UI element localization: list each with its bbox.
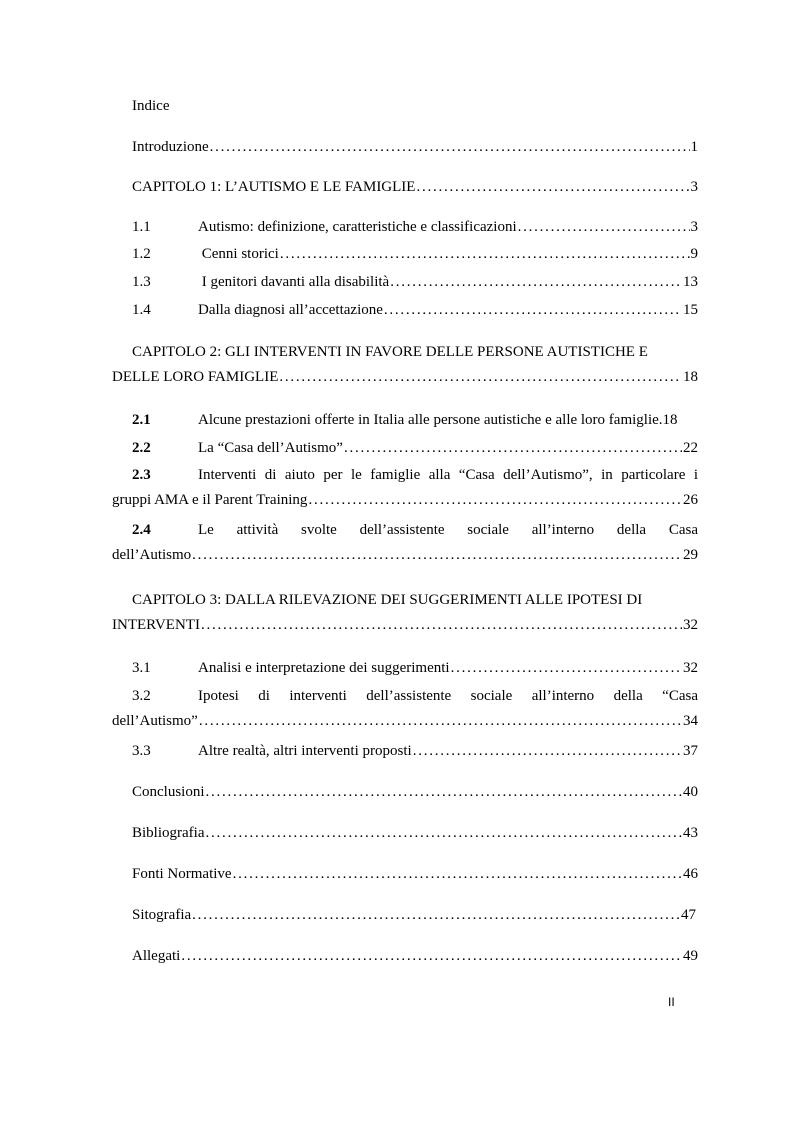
dot-leader (192, 545, 682, 565)
dot-leader (280, 244, 690, 264)
section-number: 1.4 (132, 302, 151, 318)
toc-entry-label: Conclusioni (132, 784, 205, 800)
toc-entry-page: 32 (683, 660, 698, 676)
dot-leader (205, 823, 682, 843)
toc-entry-page: 15 (683, 302, 698, 318)
toc-entry-line2 (112, 545, 698, 565)
dot-leader (181, 946, 682, 966)
section-number: 2.4 (132, 522, 151, 538)
toc-entry-3-1[interactable] (132, 658, 698, 678)
toc-entry-page: 9 (690, 246, 698, 262)
dot-leader (199, 711, 682, 731)
section-number: 2.3 (132, 467, 151, 483)
page-number: II (668, 995, 675, 1009)
dot-leader (279, 367, 682, 387)
dot-leader (201, 615, 682, 635)
toc-entry-label: Sitografia (132, 907, 192, 923)
dot-leader (413, 741, 682, 761)
toc-entry-2-1[interactable] (132, 410, 698, 430)
dot-leader (384, 300, 682, 320)
toc-entry-label: Analisi e interpretazione dei suggerimenti (198, 660, 450, 676)
toc-entry-label: Alcune prestazioni offerte in Italia alle persone autistiche e alle loro famiglie. (198, 412, 663, 428)
toc-entry-label-line2: dell’Autismo (112, 547, 192, 563)
toc-entry-page: 32 (683, 617, 698, 633)
toc-entry-line1 (112, 686, 698, 706)
toc-entry-label-line1: CAPITOLO 3: DALLA RILEVAZIONE DEI SUGGERIMENTI ALLE IPOTESI DI (132, 592, 643, 608)
toc-entry-page: 13 (683, 274, 698, 290)
dot-leader (192, 905, 680, 925)
toc-entry-page: 29 (683, 547, 698, 563)
toc-entry-line2 (112, 711, 698, 731)
toc-entry-label-line2: INTERVENTI (112, 617, 200, 633)
toc-entry-3-2[interactable] (112, 686, 698, 731)
toc-entry-label: Autismo: definizione, caratteristiche e classificazioni (198, 219, 517, 235)
toc-entry-label-line2: DELLE LORO FAMIGLIE (112, 369, 279, 385)
toc-entry-page: 47 (681, 907, 696, 923)
dot-leader (451, 658, 682, 678)
toc-entry-2-2[interactable] (132, 438, 698, 458)
section-number: 3.1 (132, 660, 151, 676)
section-number: 1.3 (132, 274, 151, 290)
toc-title: Indice (132, 98, 170, 114)
section-number: 2.2 (132, 440, 151, 456)
toc-entry-bibliografia[interactable] (132, 823, 698, 843)
toc-entry-1-1[interactable] (132, 217, 698, 237)
toc-entry-2-4[interactable] (112, 520, 698, 565)
dot-leader (518, 217, 690, 237)
toc-entry-page: 49 (683, 948, 698, 964)
toc-entry-allegati[interactable] (132, 946, 698, 966)
toc-entry-label: Bibliografia (132, 825, 205, 841)
toc-entry-label: La “Casa dell’Autismo” (198, 440, 343, 456)
dot-leader (416, 177, 689, 197)
toc-entry-label: Altre realtà, altri interventi proposti (198, 743, 412, 759)
section-number: 2.1 (132, 412, 151, 428)
toc-entry-label: I genitori davanti alla disabilità (198, 274, 390, 290)
toc-entry-page: 37 (683, 743, 698, 759)
toc-entry-page: 3 (690, 219, 698, 235)
dot-leader (233, 864, 682, 884)
toc-entry-1-3[interactable] (132, 272, 698, 292)
toc-entry-1-4[interactable] (132, 300, 698, 320)
dot-leader (344, 438, 682, 458)
toc-entry-page: 18 (683, 369, 698, 385)
toc-entry-line2 (112, 615, 698, 635)
toc-entry-1-2[interactable] (132, 244, 698, 264)
toc-entry-sitografia[interactable] (132, 905, 696, 925)
toc-entry-label-line1: Le attività svolte dell’assistente sociale all’interno della Casa (198, 522, 698, 538)
toc-entry-page: 22 (683, 440, 698, 456)
toc-entry-line1 (112, 520, 698, 540)
toc-entry-line1 (112, 465, 698, 485)
toc-entry-3-3[interactable] (132, 741, 698, 761)
toc-entry-label: Allegati (132, 948, 181, 964)
toc-entry-page: 40 (683, 784, 698, 800)
toc-entry-label-line1: Interventi di aiuto per le famiglie alla “Casa dell’Autismo”, in particolare i (198, 467, 698, 483)
toc-entry-page: 26 (683, 492, 698, 508)
toc-entry-page: 34 (683, 713, 698, 729)
toc-entry-page: 43 (683, 825, 698, 841)
section-number: 1.2 (132, 246, 151, 262)
toc-entry-capitolo-2[interactable] (112, 342, 698, 387)
section-number: 1.1 (132, 219, 151, 235)
dot-leader (210, 137, 690, 157)
toc-entry-capitolo-1[interactable] (132, 177, 698, 197)
toc-entry-conclusioni[interactable] (132, 782, 698, 802)
dot-leader (390, 272, 682, 292)
toc-entry-fonti-normative[interactable] (132, 864, 698, 884)
section-number: 3.2 (132, 688, 151, 704)
section-number: 3.3 (132, 743, 151, 759)
toc-entry-label: CAPITOLO 1: L’AUTISMO E LE FAMIGLIE (132, 179, 416, 195)
toc-entry-line2 (112, 367, 698, 387)
dot-leader (206, 782, 682, 802)
toc-entry-label-line1: Ipotesi di interventi dell’assistente sociale all’interno della “Casa (198, 688, 698, 704)
toc-entry-page: 3 (690, 179, 698, 195)
toc-entry-label: Introduzione (132, 139, 209, 155)
toc-entry-2-3[interactable] (112, 465, 698, 510)
toc-entry-label: Cenni storici (198, 246, 279, 262)
toc-entry-label-line2: gruppi AMA e il Parent Training (112, 492, 308, 508)
toc-entry-capitolo-3[interactable] (112, 590, 698, 635)
dot-leader (308, 490, 682, 510)
toc-entry-label: Dalla diagnosi all’accettazione (198, 302, 383, 318)
toc-entry-page: 1 (690, 139, 698, 155)
toc-entry-introduzione[interactable] (132, 137, 698, 157)
toc-entry-label-line1: CAPITOLO 2: GLI INTERVENTI IN FAVORE DELLE PERSONE AUTISTICHE E (132, 344, 648, 360)
toc-entry-label-line2: dell’Autismo” (112, 713, 198, 729)
toc-entry-label: Fonti Normative (132, 866, 232, 882)
toc-entry-page: 46 (683, 866, 698, 882)
toc-entry-line2 (112, 490, 698, 510)
toc-entry-page: 18 (662, 412, 678, 428)
